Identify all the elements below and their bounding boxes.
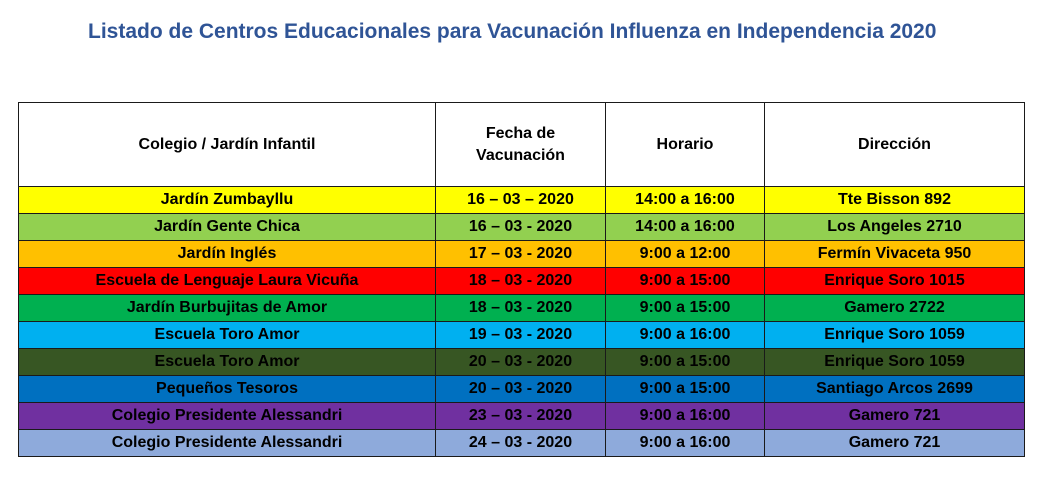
page-title: Listado de Centros Educacionales para Vacunación Influenza en Independencia 2020 — [88, 20, 937, 43]
cell-horario: 9:00 a 15:00 — [606, 295, 765, 322]
cell-horario: 14:00 a 16:00 — [606, 187, 765, 214]
table-row — [19, 322, 1025, 349]
cell-direccion: Enrique Soro 1059 — [765, 322, 1025, 349]
cell-horario: 9:00 a 12:00 — [606, 241, 765, 268]
cell-colegio: Jardín Gente Chica — [19, 214, 436, 241]
cell-direccion: Santiago Arcos 2699 — [765, 376, 1025, 403]
cell-colegio: Colegio Presidente Alessandri — [19, 430, 436, 457]
cell-horario: 14:00 a 16:00 — [606, 214, 765, 241]
cell-horario: 9:00 a 16:00 — [606, 430, 765, 457]
table-row — [19, 349, 1025, 376]
header-fecha: Fecha de Vacunación — [436, 103, 606, 187]
cell-horario: 9:00 a 16:00 — [606, 403, 765, 430]
cell-direccion: Fermín Vivaceta 950 — [765, 241, 1025, 268]
cell-fecha: 18 – 03 - 2020 — [436, 268, 606, 295]
cell-fecha: 16 – 03 – 2020 — [436, 187, 606, 214]
cell-direccion: Gamero 721 — [765, 403, 1025, 430]
table-row — [19, 187, 1025, 214]
table-row — [19, 268, 1025, 295]
table-row — [19, 295, 1025, 322]
cell-fecha: 24 – 03 - 2020 — [436, 430, 606, 457]
cell-colegio: Escuela de Lenguaje Laura Vicuña — [19, 268, 436, 295]
cell-horario: 9:00 a 15:00 — [606, 376, 765, 403]
cell-fecha: 17 – 03 - 2020 — [436, 241, 606, 268]
cell-fecha: 20 – 03 - 2020 — [436, 376, 606, 403]
cell-horario: 9:00 a 15:00 — [606, 349, 765, 376]
cell-colegio: Jardín Burbujitas de Amor — [19, 295, 436, 322]
header-horario: Horario — [606, 103, 765, 187]
cell-fecha: 23 – 03 - 2020 — [436, 403, 606, 430]
cell-colegio: Colegio Presidente Alessandri — [19, 403, 436, 430]
table-header-row — [19, 103, 1025, 187]
cell-fecha: 16 – 03 - 2020 — [436, 214, 606, 241]
table-row — [19, 430, 1025, 457]
header-direccion: Dirección — [765, 103, 1025, 187]
cell-direccion: Tte Bisson 892 — [765, 187, 1025, 214]
table-row — [19, 403, 1025, 430]
cell-colegio: Escuela Toro Amor — [19, 349, 436, 376]
cell-fecha: 20 – 03 - 2020 — [436, 349, 606, 376]
cell-fecha: 19 – 03 - 2020 — [436, 322, 606, 349]
table-row — [19, 214, 1025, 241]
cell-direccion: Enrique Soro 1015 — [765, 268, 1025, 295]
cell-direccion: Gamero 721 — [765, 430, 1025, 457]
table-row — [19, 241, 1025, 268]
cell-direccion: Gamero 2722 — [765, 295, 1025, 322]
cell-colegio: Jardín Zumbayllu — [19, 187, 436, 214]
cell-fecha: 18 – 03 - 2020 — [436, 295, 606, 322]
header-colegio: Colegio / Jardín Infantil — [19, 103, 436, 187]
cell-direccion: Enrique Soro 1059 — [765, 349, 1025, 376]
cell-colegio: Jardín Inglés — [19, 241, 436, 268]
cell-horario: 9:00 a 16:00 — [606, 322, 765, 349]
vaccination-table — [18, 102, 1025, 457]
cell-colegio: Escuela Toro Amor — [19, 322, 436, 349]
cell-colegio: Pequeños Tesoros — [19, 376, 436, 403]
cell-direccion: Los Angeles 2710 — [765, 214, 1025, 241]
cell-horario: 9:00 a 15:00 — [606, 268, 765, 295]
table-row — [19, 376, 1025, 403]
